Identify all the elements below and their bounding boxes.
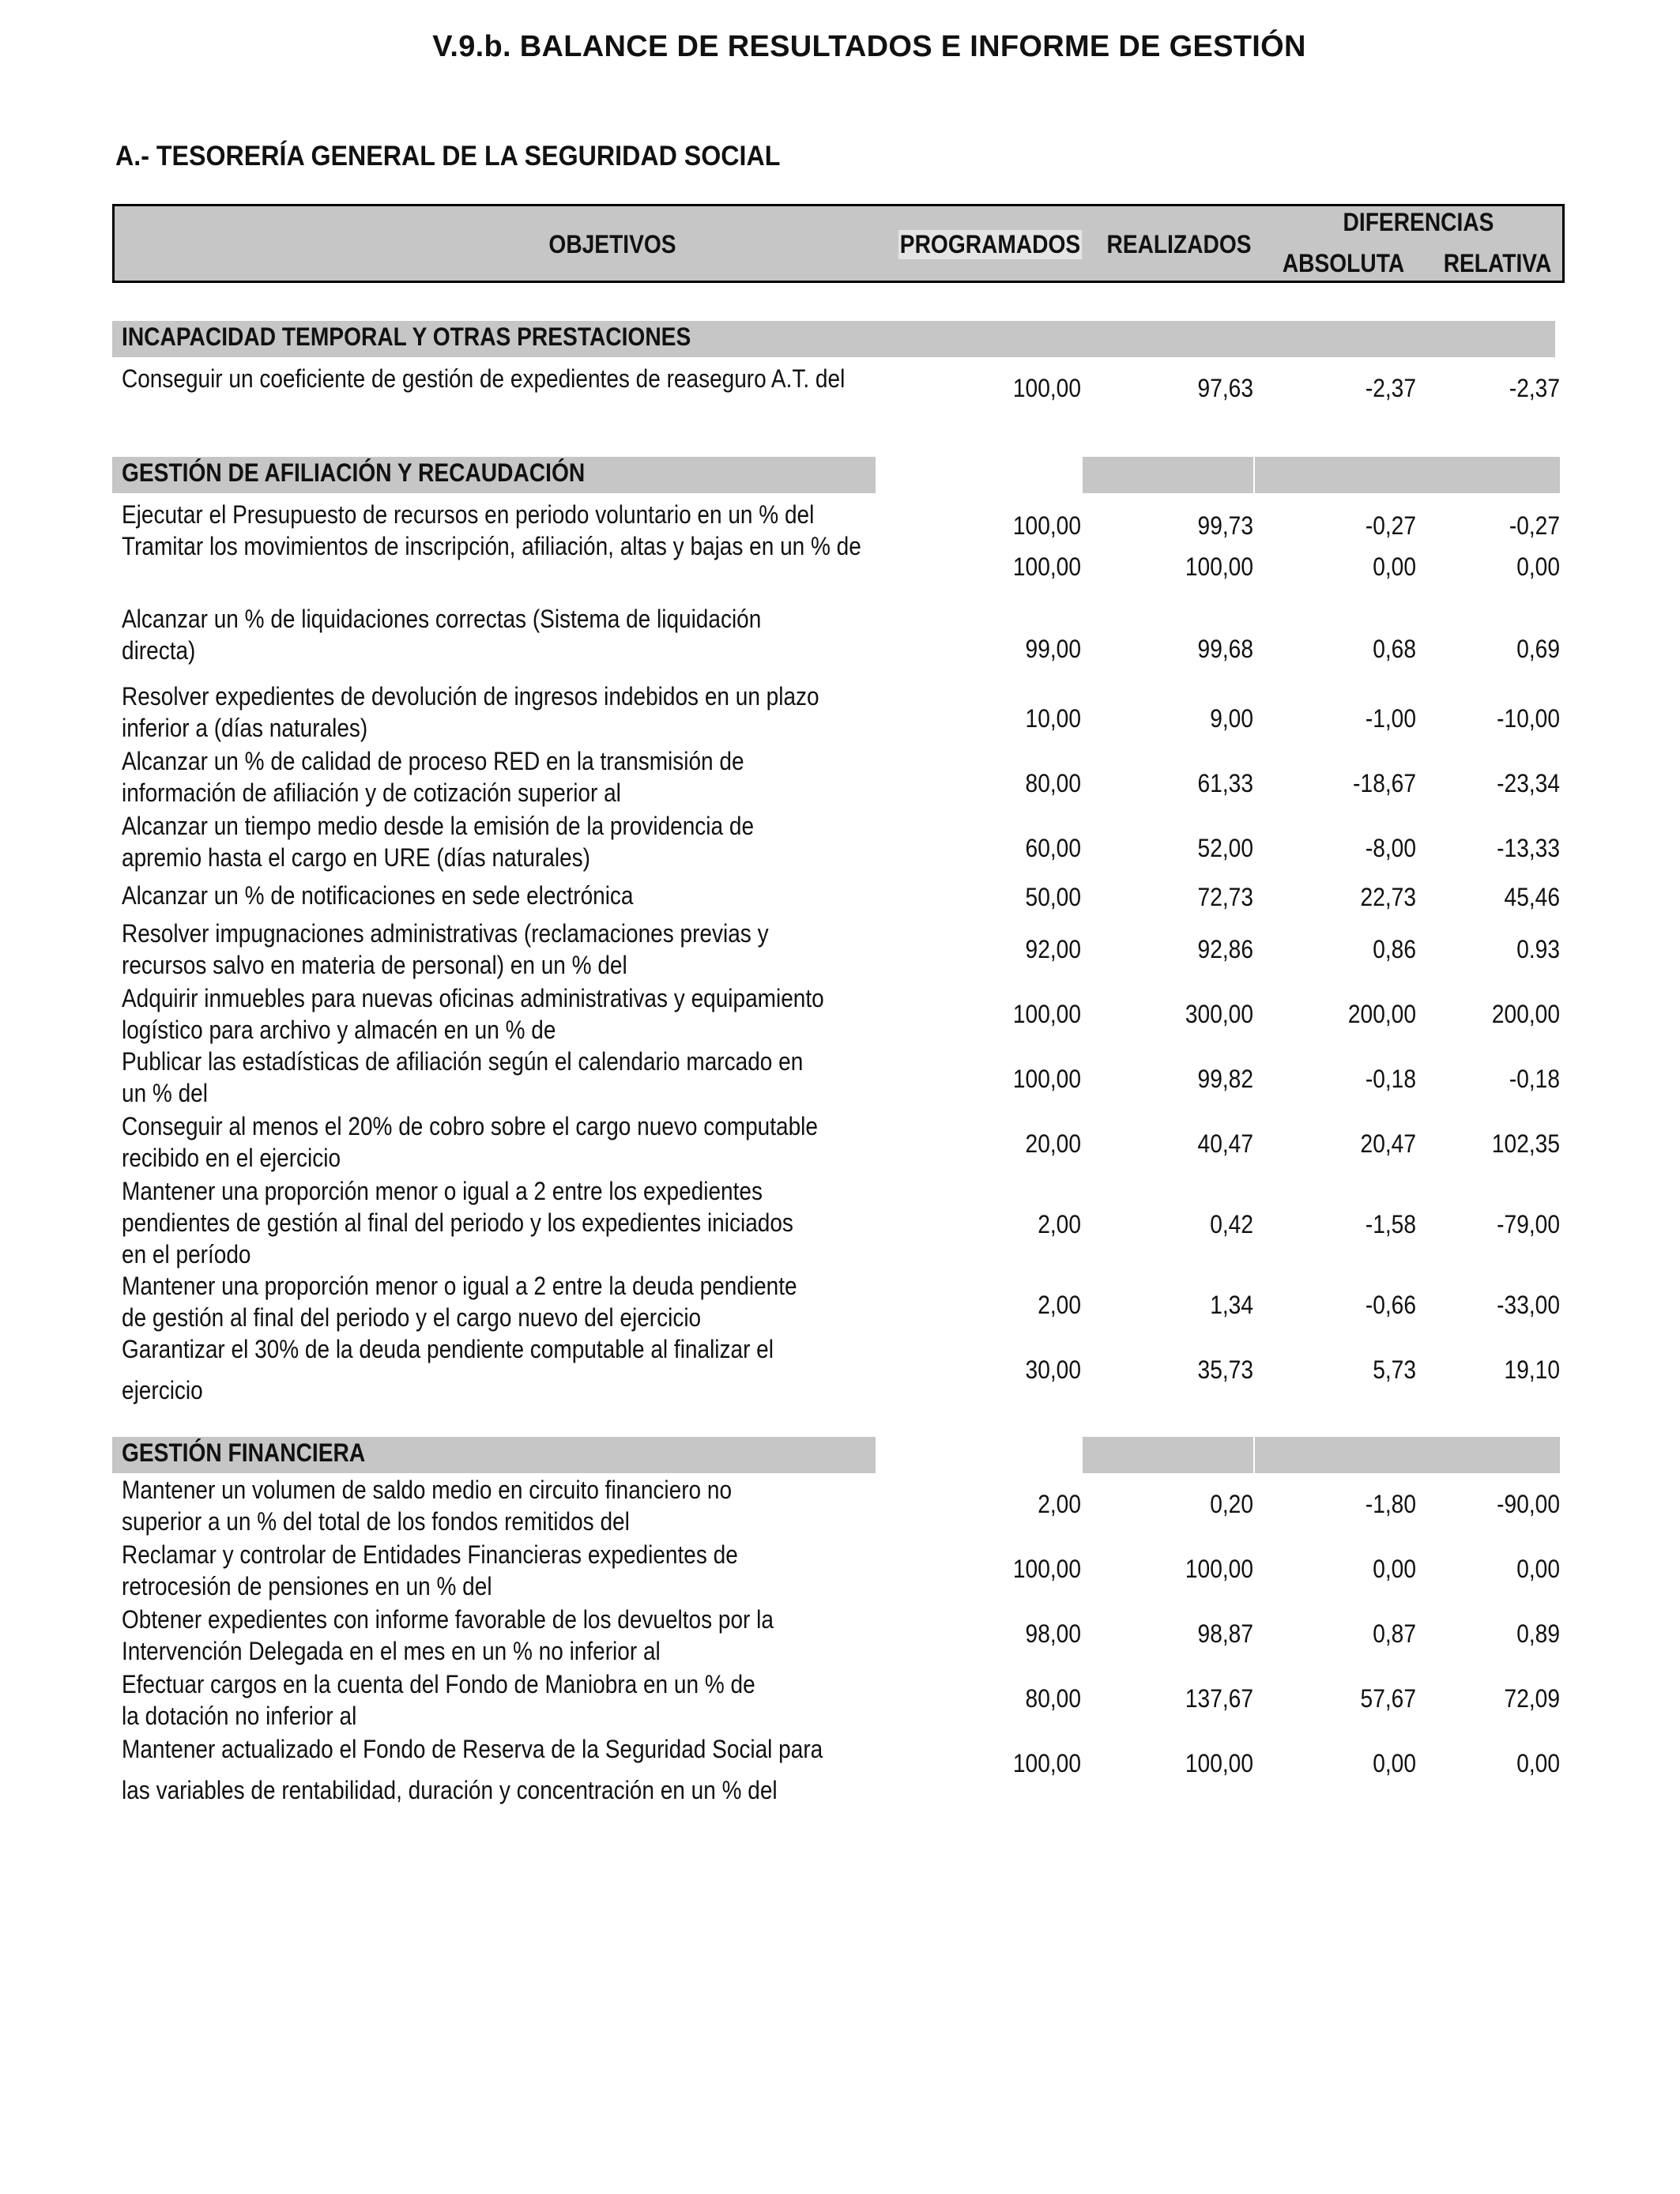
- value-absoluta: 0,00: [1373, 1749, 1416, 1777]
- value-relativa: -90,00: [1497, 1490, 1560, 1518]
- value-absoluta: -1,58: [1365, 1210, 1416, 1238]
- value-relativa: 200,00: [1491, 1000, 1560, 1028]
- header-relativa: RELATIVA: [1443, 249, 1552, 277]
- value-absoluta: 0,87: [1373, 1619, 1416, 1648]
- value-programados: 92,00: [1025, 935, 1081, 963]
- section-bar: [1255, 457, 1560, 493]
- value-realizados: 100,00: [1185, 1749, 1253, 1777]
- objective-text: Reclamar y controlar de Entidades Financieras expedientes de: [122, 1540, 738, 1569]
- section-bar: [1083, 1437, 1253, 1473]
- value-relativa: -10,00: [1497, 704, 1560, 733]
- value-programados: 100,00: [1012, 1065, 1081, 1093]
- objective-text: Alcanzar un tiempo medio desde la emisión de la providencia de: [122, 812, 755, 840]
- objective-text: pendientes de gestión al final del periodo y los expedientes iniciados: [122, 1208, 793, 1237]
- page-title: V.9.b. BALANCE DE RESULTADOS E INFORME DE GESTIÓN: [432, 30, 1306, 63]
- objective-text: un % del: [122, 1079, 208, 1107]
- objective-text: Ejecutar el Presupuesto de recursos en periodo voluntario en un % del: [122, 500, 815, 529]
- value-realizados: 99,68: [1197, 635, 1253, 663]
- value-absoluta: 20,47: [1360, 1129, 1416, 1158]
- value-programados: 2,00: [1038, 1291, 1081, 1319]
- header-objetivos: OBJETIVOS: [548, 230, 676, 258]
- value-absoluta: 0,00: [1373, 552, 1416, 581]
- value-absoluta: 0,00: [1373, 1555, 1416, 1583]
- objective-text: superior a un % del total de los fondos remitidos del: [122, 1507, 630, 1536]
- value-absoluta: -0,66: [1365, 1291, 1416, 1319]
- value-relativa: 0,00: [1516, 1555, 1560, 1583]
- value-relativa: -0,18: [1509, 1065, 1560, 1093]
- value-absoluta: -0,27: [1365, 511, 1416, 540]
- objective-text: Obtener expedientes con informe favorable de los devueltos por la: [122, 1605, 774, 1634]
- value-programados: 10,00: [1025, 704, 1081, 733]
- objective-text: Conseguir un coeficiente de gestión de expedientes de reaseguro A.T. del: [122, 364, 846, 393]
- value-programados: 2,00: [1038, 1210, 1081, 1238]
- value-realizados: 35,73: [1197, 1355, 1253, 1384]
- value-absoluta: 0,86: [1373, 935, 1416, 963]
- objective-text: Mantener un volumen de saldo medio en circuito financiero no: [122, 1476, 733, 1504]
- objective-text: Alcanzar un % de calidad de proceso RED en la transmisión de: [122, 747, 744, 775]
- objective-text: Conseguir al menos el 20% de cobro sobre el cargo nuevo computable: [122, 1112, 818, 1140]
- objective-text: Intervención Delegada en el mes en un % no inferior al: [122, 1637, 661, 1665]
- value-realizados: 61,33: [1197, 769, 1253, 797]
- value-absoluta: 0,68: [1373, 635, 1416, 663]
- objective-text: las variables de rentabilidad, duración y concentración en un % del: [122, 1776, 778, 1804]
- value-realizados: 92,86: [1197, 935, 1253, 963]
- objective-text: Tramitar los movimientos de inscripción, afiliación, altas y bajas en un % de: [122, 532, 861, 560]
- value-realizados: 97,63: [1197, 374, 1253, 402]
- objective-text: en el período: [122, 1240, 251, 1269]
- value-programados: 100,00: [1012, 511, 1081, 540]
- value-programados: 30,00: [1025, 1355, 1081, 1384]
- objective-text: logístico para archivo y almacén en un % de: [122, 1016, 556, 1044]
- value-programados: 80,00: [1025, 769, 1081, 797]
- value-relativa: 0,00: [1516, 552, 1560, 581]
- value-absoluta: -1,80: [1365, 1490, 1416, 1518]
- value-programados: 50,00: [1025, 883, 1081, 911]
- value-relativa: -23,34: [1497, 769, 1560, 797]
- value-programados: 100,00: [1012, 1555, 1081, 1583]
- objective-text: de gestión al final del periodo y el cargo nuevo del ejercicio: [122, 1303, 702, 1332]
- objective-text: Mantener una proporción menor o igual a 2 entre los expedientes: [122, 1177, 763, 1205]
- value-programados: 99,00: [1025, 635, 1081, 663]
- value-realizados: 1,34: [1210, 1291, 1253, 1319]
- section-bar: [1255, 1437, 1560, 1473]
- objective-text: retrocesión de pensiones en un % del: [122, 1572, 492, 1600]
- objective-text: Resolver expedientes de devolución de ingresos indebidos en un plazo: [122, 682, 819, 711]
- value-relativa: -0,27: [1509, 511, 1560, 540]
- objective-text: Alcanzar un % de liquidaciones correctas (Sistema de liquidación: [122, 605, 762, 633]
- objective-text: Mantener una proporción menor o igual a 2 entre la deuda pendiente: [122, 1272, 797, 1300]
- value-realizados: 99,82: [1197, 1065, 1253, 1093]
- objective-text: Publicar las estadísticas de afiliación según el calendario marcado en: [122, 1047, 804, 1076]
- objective-text: inferior a (días naturales): [122, 714, 368, 742]
- objective-text: Alcanzar un % de notificaciones en sede electrónica: [122, 881, 634, 910]
- header-programados: PROGRAMADOS: [899, 230, 1081, 258]
- objective-text: Efectuar cargos en la cuenta del Fondo de Maniobra en un % de: [122, 1670, 755, 1698]
- value-programados: 100,00: [1012, 1000, 1081, 1028]
- value-programados: 100,00: [1012, 1749, 1081, 1777]
- value-realizados: 0,42: [1210, 1210, 1253, 1238]
- header-absoluta: ABSOLUTA: [1282, 249, 1405, 277]
- objective-text: Resolver impugnaciones administrativas (reclamaciones previas y: [122, 919, 769, 948]
- value-realizados: 72,73: [1197, 883, 1253, 911]
- value-realizados: 98,87: [1197, 1619, 1253, 1648]
- value-realizados: 40,47: [1197, 1129, 1253, 1158]
- objective-text: directa): [122, 636, 196, 665]
- section-title: GESTIÓN FINANCIERA: [122, 1438, 366, 1467]
- value-realizados: 100,00: [1185, 552, 1253, 581]
- value-relativa: 72,09: [1504, 1684, 1560, 1713]
- value-realizados: 0,20: [1210, 1490, 1253, 1518]
- value-relativa: 19,10: [1504, 1355, 1560, 1384]
- value-realizados: 300,00: [1185, 1000, 1253, 1028]
- value-programados: 100,00: [1012, 374, 1081, 402]
- objective-text: información de afiliación y de cotización superior al: [122, 778, 621, 807]
- value-realizados: 137,67: [1185, 1684, 1253, 1713]
- header-realizados: REALIZADOS: [1106, 230, 1252, 258]
- value-programados: 20,00: [1025, 1129, 1081, 1158]
- value-realizados: 100,00: [1185, 1555, 1253, 1583]
- objective-text: Mantener actualizado el Fondo de Reserva de la Seguridad Social para: [122, 1735, 823, 1763]
- value-relativa: -2,37: [1509, 374, 1560, 402]
- value-relativa: -33,00: [1497, 1291, 1560, 1319]
- value-relativa: -13,33: [1497, 834, 1560, 862]
- section-bar: [1083, 457, 1253, 493]
- value-absoluta: -8,00: [1365, 834, 1416, 862]
- objective-text: recursos salvo en materia de personal) en un % del: [122, 951, 627, 979]
- value-absoluta: -0,18: [1365, 1065, 1416, 1093]
- value-relativa: 0.93: [1516, 935, 1560, 963]
- value-programados: 98,00: [1025, 1619, 1081, 1648]
- table-header: [112, 204, 1565, 283]
- objective-text: apremio hasta el cargo en URE (días naturales): [122, 843, 590, 872]
- value-absoluta: -18,67: [1353, 769, 1416, 797]
- objective-text: ejercicio: [122, 1376, 203, 1404]
- value-realizados: 52,00: [1197, 834, 1253, 862]
- value-realizados: 99,73: [1197, 511, 1253, 540]
- value-absoluta: 22,73: [1360, 883, 1416, 911]
- value-relativa: 0,89: [1516, 1619, 1560, 1648]
- value-relativa: 102,35: [1491, 1129, 1560, 1158]
- header-diferencias: DIFERENCIAS: [1343, 208, 1494, 236]
- section-title: GESTIÓN DE AFILIACIÓN Y RECAUDACIÓN: [122, 458, 586, 487]
- value-relativa: 45,46: [1504, 883, 1560, 911]
- value-absoluta: -2,37: [1365, 374, 1416, 402]
- value-relativa: -79,00: [1497, 1210, 1560, 1238]
- value-programados: 60,00: [1025, 834, 1081, 862]
- section-title: INCAPACIDAD TEMPORAL Y OTRAS PRESTACIONES: [122, 322, 691, 351]
- value-programados: 80,00: [1025, 1684, 1081, 1713]
- objective-text: Garantizar el 30% de la deuda pendiente computable al finalizar el: [122, 1335, 774, 1363]
- value-programados: 100,00: [1012, 552, 1081, 581]
- value-absoluta: 57,67: [1360, 1684, 1416, 1713]
- value-absoluta: 200,00: [1347, 1000, 1416, 1028]
- value-relativa: 0,69: [1516, 635, 1560, 663]
- value-relativa: 0,00: [1516, 1749, 1560, 1777]
- entity-subtitle: A.- TESORERÍA GENERAL DE LA SEGURIDAD SOCIAL: [115, 141, 781, 172]
- objective-text: recibido en el ejercicio: [122, 1144, 341, 1172]
- value-realizados: 9,00: [1210, 704, 1253, 733]
- objective-text: la dotación no inferior al: [122, 1702, 357, 1730]
- objective-text: Adquirir inmuebles para nuevas oficinas administrativas y equipamiento: [122, 984, 824, 1012]
- value-absoluta: 5,73: [1373, 1355, 1416, 1384]
- value-absoluta: -1,00: [1365, 704, 1416, 733]
- value-programados: 2,00: [1038, 1490, 1081, 1518]
